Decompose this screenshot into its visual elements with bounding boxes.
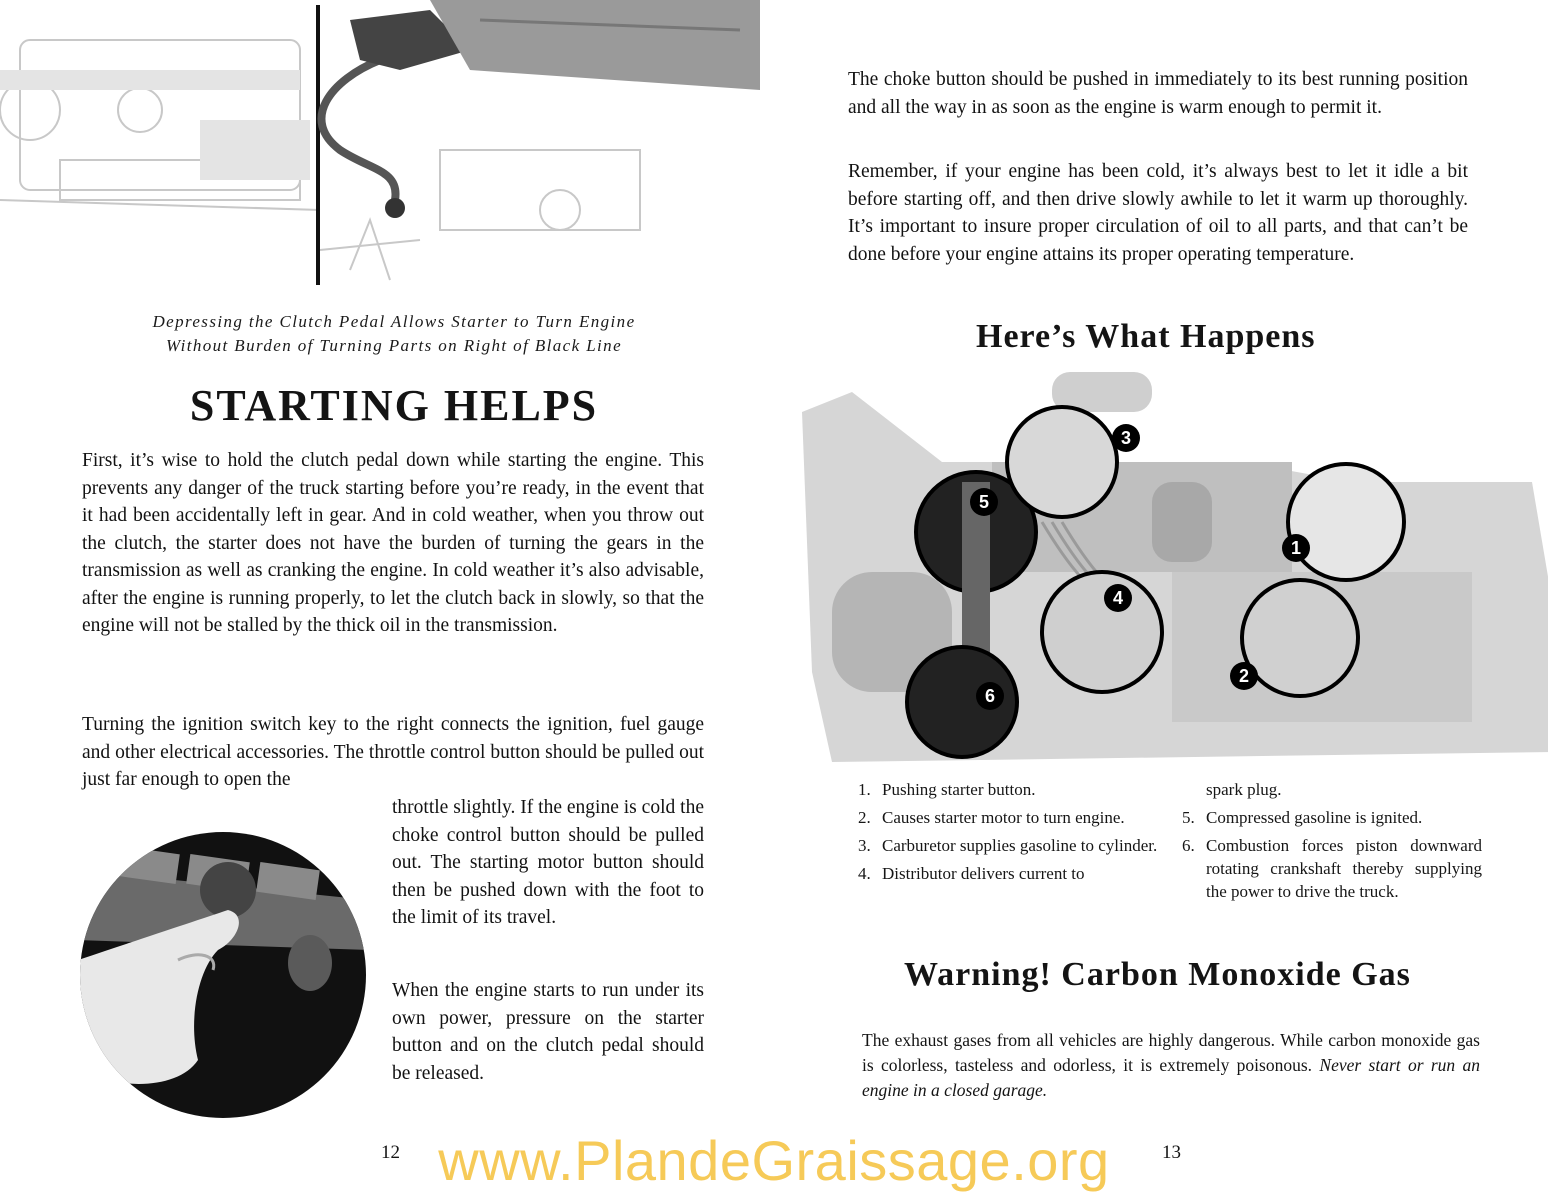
engine-cutaway-diagram (792, 372, 1548, 772)
watermark-url: www.PlandeGraissage.org (438, 1129, 1110, 1192)
step-text: Compressed gasoline is ignited. (1206, 808, 1423, 827)
list-item (1182, 806, 1482, 829)
steps-list-left (858, 778, 1168, 890)
caption-line-1: Depressing the Clutch Pedal Allows Starter to Turn Engine (152, 312, 636, 331)
paragraph-choke: The choke button should be pushed in immediately to its best running position and all the way in as soon as the engine is warm enough to permit it. (848, 69, 1468, 118)
heading-heres-what-happens: Here’s What Happens (976, 318, 1316, 355)
step-text: Distributor delivers current to (882, 864, 1085, 883)
marker-1: 1 (1290, 538, 1302, 558)
list-item (858, 834, 1168, 857)
step-number: 2. (858, 808, 871, 827)
paragraph-engine-starts: When the engine starts to run under its own power, pressure on the starter button and on the clutch pedal should be released. (392, 980, 704, 1084)
step-text: Combustion forces piston downward rotating crankshaft thereby supplying the power to drive the truck. (1206, 836, 1482, 901)
step-text: spark plug. (1206, 780, 1282, 799)
paragraph-ignition: Turning the ignition switch key to the right connects the ignition, fuel gauge and other electrical accessories. The throttle control button should be pulled out just far enough to open the (82, 714, 704, 790)
marker-3: 3 (1120, 428, 1132, 448)
heading-warning: Warning! Carbon Monoxide Gas (904, 956, 1411, 993)
paragraph-clutch: First, it’s wise to hold the clutch pedal down while starting the engine. This prevents any danger of the truck starting before you’re ready, in the event that it had been accidentally left in gear. And in cold weather, when you throw out the clutch, the starter does not have the burden of turning the gears in the transmission as well as cranking the engine. In cold weather it’s also advisable, after the engine is running properly, to let the clutch back in slowly, so that the engine will not be stalled by the thick oil in the transmission. (82, 450, 704, 636)
steps-list-right (1182, 778, 1482, 908)
list-item (1182, 778, 1482, 801)
step-text: Pushing starter button. (882, 780, 1036, 799)
figure-caption (84, 310, 704, 358)
step-number: 5. (1182, 808, 1195, 827)
list-item (858, 806, 1168, 829)
dashboard-knob-photo (78, 830, 368, 1120)
step-text: Carburetor supplies gasoline to cylinder. (882, 836, 1158, 855)
step-number (1182, 778, 1206, 801)
page-number-right: 13 (1162, 1142, 1181, 1163)
list-item (858, 778, 1168, 801)
clutch-pedal-illustration (0, 0, 760, 290)
paragraph-remember: Remember, if your engine has been cold, it’s always best to let it idle a bit before starting off, and then drive slowly awhile to let it warm up thoroughly. It’s important to insure proper circulation of oil to all parts, and that can’t be done before your engine attains its proper operating temperature. (848, 161, 1468, 265)
list-item (1182, 834, 1482, 903)
page-number-left: 12 (381, 1142, 400, 1163)
list-item (858, 862, 1168, 885)
step-number: 1. (858, 780, 871, 799)
marker-2: 2 (1238, 666, 1250, 686)
caption-line-2: Without Burden of Turning Parts on Right of Black Line (165, 336, 623, 355)
paragraph-ignition-continued: throttle slightly. If the engine is cold the choke control button should be pulled out. The starting motor button should then be pushed down with the foot to the limit of its travel. (392, 797, 704, 928)
marker-5: 5 (978, 492, 990, 512)
warning-text: The exhaust gases from all vehicles are highly dangerous. While carbon monoxide gas is colorless, tasteless and odorless, it is extremely poisonous. (862, 1029, 1480, 1075)
warning-italic-text: Never start or run an engine in a closed garage. (862, 1054, 1481, 1100)
section-title: STARTING HELPS (189, 381, 599, 430)
step-text: Causes starter motor to turn engine. (882, 808, 1125, 827)
marker-6: 6 (984, 686, 996, 706)
step-number: 4. (858, 864, 871, 883)
step-number: 3. (858, 836, 871, 855)
step-number: 6. (1182, 836, 1195, 855)
warning-paragraph (862, 1028, 1480, 1103)
marker-4: 4 (1112, 588, 1124, 608)
right-page (774, 0, 1548, 1202)
